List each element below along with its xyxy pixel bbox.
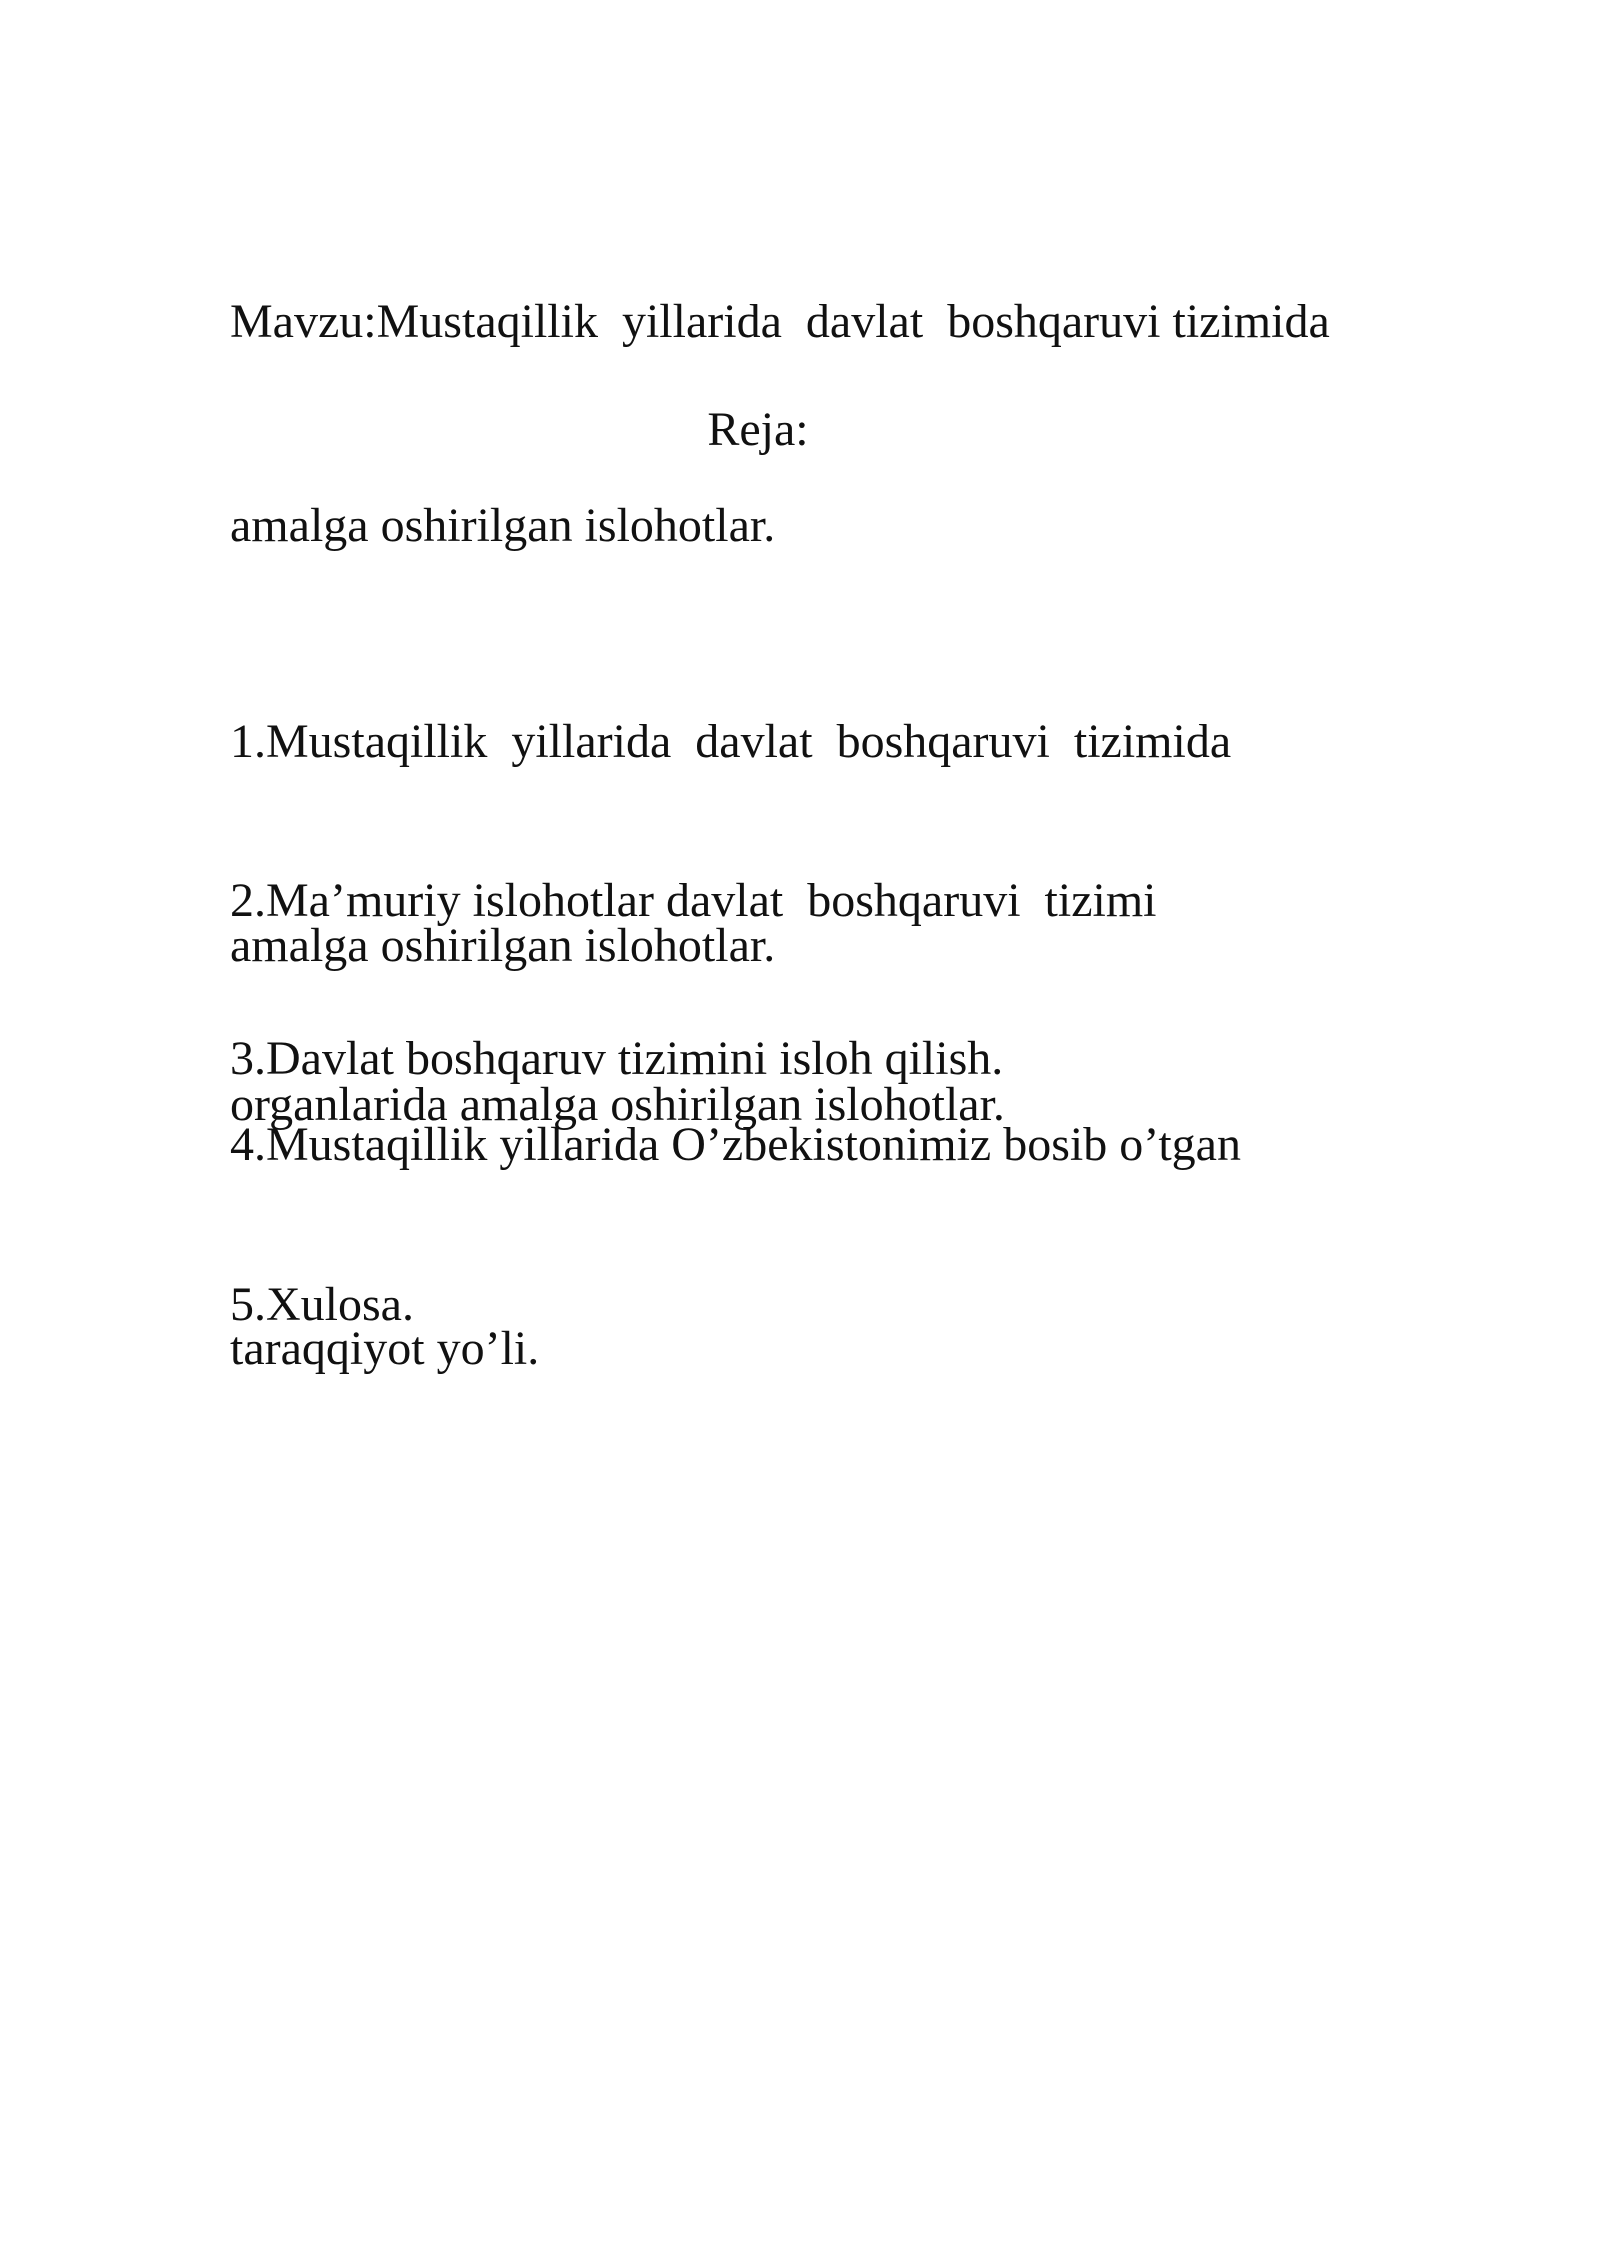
plan-item-2-line-2: organlarida amalga oshirilgan islohotlar.: [230, 1078, 1005, 1131]
topic-line-2: amalga oshirilgan islohotlar.: [230, 499, 776, 552]
plan-item-4-line-1: 4.Mustaqillik yillarida O’zbekistonimiz bosib o’tgan: [230, 1118, 1241, 1171]
plan-item-5-line-1: 5.Xulosa.: [230, 1278, 414, 1331]
plan-item-5: [230, 1135, 414, 1475]
plan-heading: Reja:: [707, 403, 809, 456]
plan-item-2-line-1: 2.Ma’muriy islohotlar davlat boshqaruvi tizimi: [230, 874, 1157, 927]
topic-line-1: Mavzu:Mustaqillik yillarida davlat boshqaruvi tizimida: [230, 295, 1330, 348]
plan-item-1-line-2: amalga oshirilgan islohotlar.: [230, 919, 776, 972]
plan-item-4-line-2: taraqqiyot yo’li.: [230, 1322, 540, 1375]
plan-item-1-line-1: 1.Mustaqillik yillarida davlat boshqaruvi tizimida: [230, 715, 1232, 768]
plan-item-3-line-1: 3.Davlat boshqaruv tizimini isloh qilish.: [230, 1032, 1004, 1085]
